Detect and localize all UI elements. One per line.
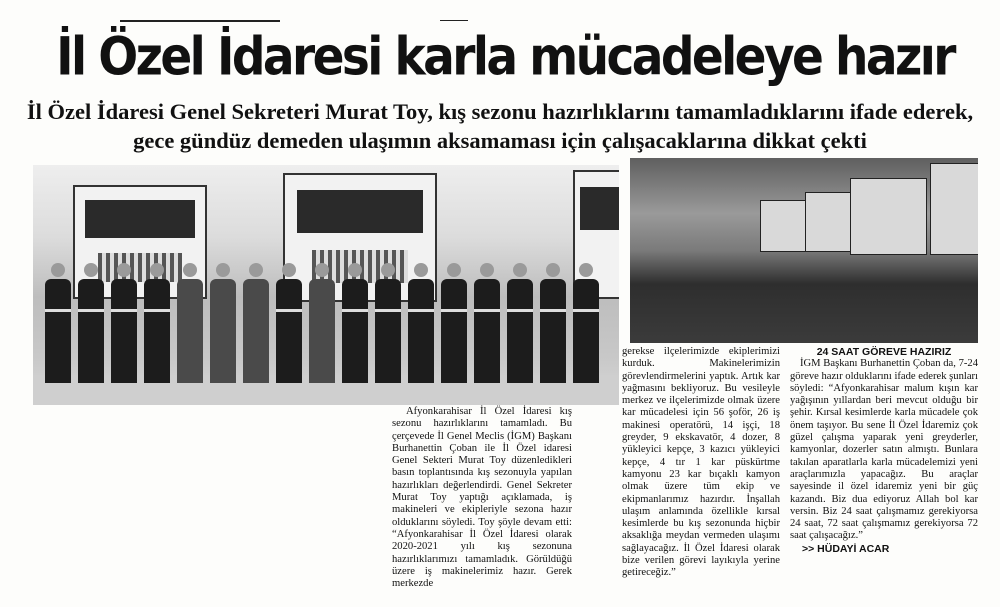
- person: [45, 263, 71, 383]
- person: [474, 263, 500, 383]
- truck-4: [930, 163, 978, 255]
- person: [243, 263, 269, 383]
- column-3-subtitle: 24 SAAT GÖREVE HAZIRIZ: [816, 346, 952, 358]
- person: [507, 263, 533, 383]
- person: [177, 263, 203, 383]
- subhead: İl Özel İdaresi Genel Sekreteri Murat Toy, kış sezonu hazırlıklarını tamamladıklarını ifade ederek, gece gündüz demeden ulaşımın aksamaması için çalışacaklarına dikkat çekti: [26, 99, 974, 153]
- column-1: [392, 406, 572, 590]
- column-3: [790, 346, 978, 555]
- secondary-photo: [630, 158, 978, 343]
- column-2: [622, 346, 780, 580]
- person: [210, 263, 236, 383]
- top-rule-right: [440, 20, 468, 21]
- column-1-text: Afyonkarahisar İl Özel İdaresi kış sezonu hazırlıklarını tamamladı. Bu çerçevede İl Genel Meclis (İGM) Başkanı Burhanettin Çoban ile İl Özel idaresi Genel Sekteri Murat Toy düzenledikleri basın toplantısında kış sezonuyla yapılan hazırlıkları değerlendirdi. Genel Sekreter Murat Toy yaptığı açıklamada, iş makineleri ve ekipleriyle sezona hazır olduklarını söyledi. Toy şöyle devam etti: “Afyonkarahisar İl Özel İdaresi olarak 2020-2021 yılı kış sezonuna hazırlıklarımızı tamamladık. Görüldüğü üzere iş makinelerimiz hazır. Gerek merkezde: [392, 406, 572, 590]
- person: [144, 263, 170, 383]
- person: [276, 263, 302, 383]
- person: [78, 263, 104, 383]
- main-photo: [33, 165, 619, 405]
- column-2-text: gerekse ilçelerimizde ekiplerimizi kurduk. Makinelerimizin görevlendirmelerini yaptık. Artık kar yağmasını bekliyoruz. Bu vesileyle merkez ve ilçelerimizde olmak üzere kar mücadelesi için 56 şoför, 26 iş makinesi operatörü, 14 işçi, 18 greyder, 9 ekskavatör, 4 dozer, 8 yükleyici kepçe, 3 kazıcı yükleyici kepçe, 4 tır 1 kar püskürtme kamyonu 23 kar bıçaklı kamyon olmak üzere tüm ekip ve ekipmanlarımız hazırdır. İnşallah ulaşım anlamında özellikle kırsal kesimlerde bu kış sezonunda hiçbir aksaklığa meydan vermeden ulaşımı sağlayacağız. İl Özel İdaresi olarak bize verilen görevi layıkıyla yerine getireceğiz.”: [622, 346, 780, 579]
- person: [375, 263, 401, 383]
- truck-3: [850, 178, 927, 255]
- person: [573, 263, 599, 383]
- headline: İl Özel İdaresi karla mücadeleye hazır: [56, 26, 954, 89]
- person: [342, 263, 368, 383]
- byline: >> HÜDAYİ ACAR: [802, 542, 890, 555]
- person: [540, 263, 566, 383]
- person: [441, 263, 467, 383]
- column-3-text: İGM Başkanı Burhanettin Çoban da, 7-24 göreve hazır olduklarını ifade ederek şunları söyledi: “Afyonkarahisar malum kışın kar yağışının yıllardan beri mevcut olduğu bir şehir. Kırsal kesimlerde karla mücadele çok önem taşıyor. Bu sene İl Özel İdaremiz çok güzel çalışma yaparak yeni greyderler, kamyonlar, dozerler satın almıştı. Bunlara takılan aparatlarla karla mücadelemizi yeni araçlarımızla yapacağız. Bu araçlar sayesinde il özel idaremiz yeni bir güç kazandı. Biz dua ediyoruz Allah bol kar versin. Biz 24 saat çalışmamız gerekiyorsa 24 saat, 72 saat çalışmamız gerekiyorsa 72 saat çalışacağız.”: [790, 358, 978, 542]
- person: [408, 263, 434, 383]
- person: [111, 263, 137, 383]
- person: [309, 263, 335, 383]
